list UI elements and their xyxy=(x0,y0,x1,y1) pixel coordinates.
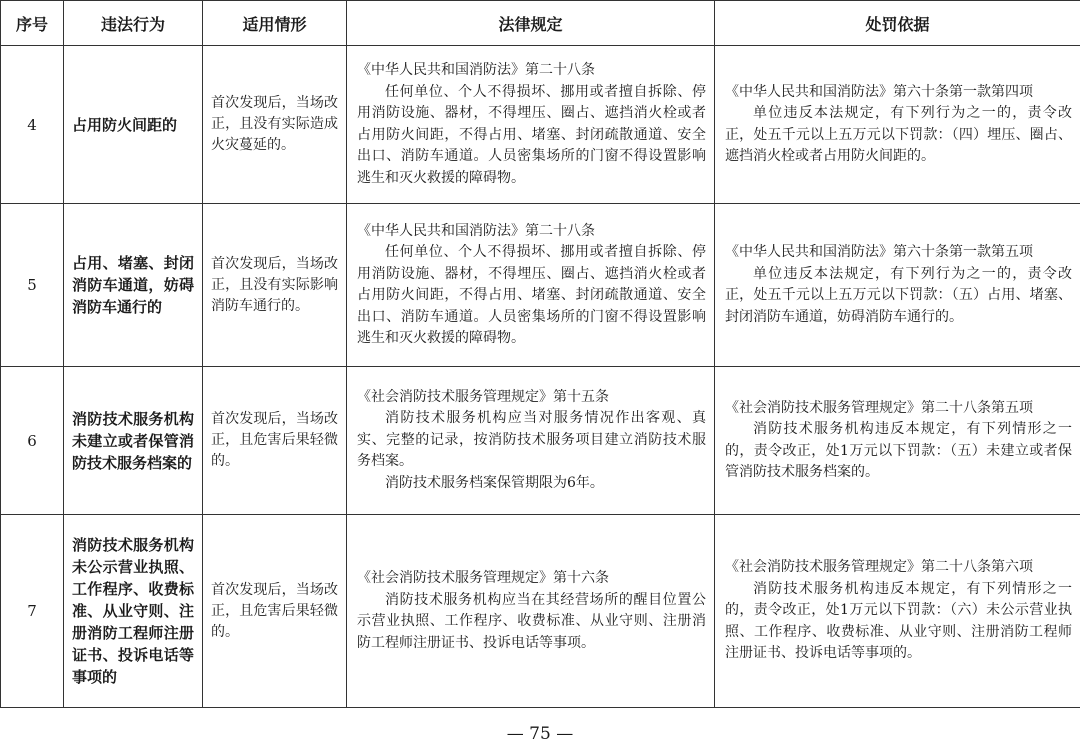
row-penalty-basis xyxy=(715,367,1080,515)
header-applicable-situation: 适用情形 xyxy=(203,1,347,46)
row-serial-number: 5 xyxy=(1,204,64,367)
row-applicable-situation: 首次发现后，当场改正，且没有实际影响消防车通行的。 xyxy=(203,204,347,367)
basis-citation: 《社会消防技术服务管理规定》第二十八条第五项 xyxy=(725,399,1033,416)
row-violation: 消防技术服务机构未建立或者保管消防技术服务档案的 xyxy=(64,367,203,515)
table-header-row xyxy=(1,1,1080,46)
row-applicable-situation: 首次发现后，当场改正，且没有实际造成火灾蔓延的。 xyxy=(203,46,347,204)
row-serial-number: 7 xyxy=(1,515,64,708)
row-penalty-basis xyxy=(715,204,1080,367)
row-serial-number: 4 xyxy=(1,46,64,204)
basis-citation: 《社会消防技术服务管理规定》第二十八条第六项 xyxy=(725,559,1033,576)
row-applicable-situation: 首次发现后，当场改正，且危害后果轻微的。 xyxy=(203,515,347,708)
row-serial-number: 6 xyxy=(1,367,64,515)
law-paragraph: 消防技术服务机构应当在其经营场所的醒目位置公示营业执照、工作程序、收费标准、从业守则、注册消防工程师注册证书、投诉电话等事项。 xyxy=(357,591,706,651)
row-legal-provision xyxy=(347,204,715,367)
table-row xyxy=(1,204,1080,367)
row-penalty-basis xyxy=(715,515,1080,708)
basis-paragraph: 单位违反本法规定，有下列行为之一的，责令改正，处五千元以上五万元以下罚款：（四）埋压、圈占、遮挡消火栓或者占用防火间距的。 xyxy=(725,105,1072,164)
row-penalty-basis xyxy=(715,46,1080,204)
basis-paragraph: 单位违反本法规定，有下列行为之一的，责令改正，处五千元以上五万元以下罚款：（五）占用、堵塞、封闭消防车通道，妨碍消防车通行的。 xyxy=(725,265,1072,325)
law-paragraph: 消防技术服务机构应当对服务情况作出客观、真实、完整的记录，按消防技术服务项目建立消防技术服务档案。 xyxy=(357,410,706,470)
header-penalty-basis: 处罚依据 xyxy=(715,1,1080,46)
law-citation: 《社会消防技术服务管理规定》第十六条 xyxy=(357,570,609,586)
law-citation: 《中华人民共和国消防法》第二十八条 xyxy=(357,62,595,78)
law-citation: 《中华人民共和国消防法》第二十八条 xyxy=(357,222,595,239)
row-violation: 占用防火间距的 xyxy=(64,46,203,204)
header-legal-provision: 法律规定 xyxy=(347,1,715,46)
row-legal-provision xyxy=(347,367,715,515)
row-legal-provision xyxy=(347,46,715,204)
page-number: — 75 — xyxy=(506,724,574,744)
header-serial-number: 序号 xyxy=(1,1,64,46)
law-paragraph: 任何单位、个人不得损坏、挪用或者擅自拆除、停用消防设施、器材，不得埋压、圈占、遮挡消火栓或者占用防火间距，不得占用、堵塞、封闭疏散通道、安全出口、消防车通道。人员密集场所的门窗不得设置影响逃生和灭火救援的障碍物。 xyxy=(357,83,706,186)
basis-citation: 《中华人民共和国消防法》第六十条第一款第五项 xyxy=(725,244,1033,260)
table-row xyxy=(1,367,1080,515)
table-row xyxy=(1,46,1080,204)
law-paragraph: 消防技术服务档案保管期限为6年。 xyxy=(385,474,604,491)
basis-paragraph: 消防技术服务机构违反本规定，有下列情形之一的，责令改正，处1万元以下罚款：（五）未建立或者保管消防技术服务档案的。 xyxy=(725,421,1072,480)
basis-paragraph: 消防技术服务机构违反本规定，有下列情形之一的，责令改正，处1万元以下罚款：（六）未公示营业执照、工作程序、收费标准、从业守则、注册消防工程师注册证书、投诉电话等事项的。 xyxy=(725,580,1072,662)
row-violation: 消防技术服务机构未公示营业执照、工作程序、收费标准、从业守则、注册消防工程师注册证书、投诉电话等事项的 xyxy=(64,515,203,708)
basis-citation: 《中华人民共和国消防法》第六十条第一款第四项 xyxy=(725,83,1033,100)
table-row xyxy=(1,515,1080,708)
law-citation: 《社会消防技术服务管理规定》第十五条 xyxy=(357,388,609,405)
law-paragraph: 任何单位、个人不得损坏、挪用或者擅自拆除、停用消防设施、器材，不得埋压、圈占、遮挡消火栓或者占用防火间距，不得占用、堵塞、封闭疏散通道、安全出口、消防车通道。人员密集场所的门窗不得设置影响逃生和灭火救援的障碍物。 xyxy=(357,244,706,346)
row-applicable-situation: 首次发现后，当场改正，且危害后果轻微的。 xyxy=(203,367,347,515)
row-violation: 占用、堵塞、封闭消防车通道，妨碍消防车通行的 xyxy=(64,204,203,367)
row-legal-provision xyxy=(347,515,715,708)
header-violation: 违法行为 xyxy=(64,1,203,46)
